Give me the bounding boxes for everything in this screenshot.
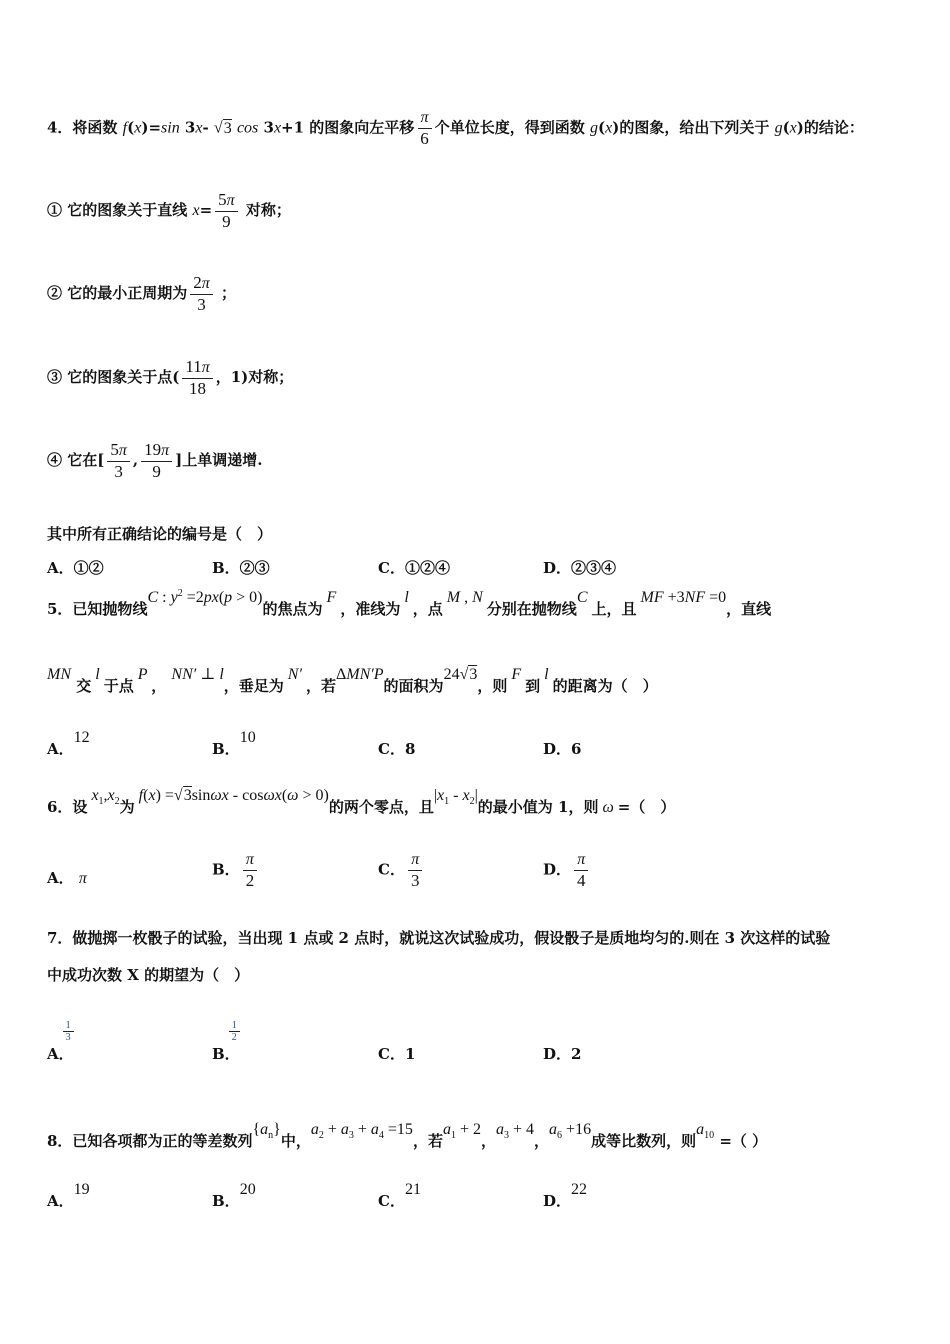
q5-option-b[interactable]: B．10 [212, 729, 256, 758]
q6-option-b[interactable]: B． $\frac{\pi}{2}$ [212, 850, 260, 891]
q4-item-3: ③ 它的图象关于点( $\frac{11\pi}{18}$ ，1)对称； [47, 357, 294, 398]
q7-option-d[interactable]: D．2 [543, 1045, 582, 1063]
q7-option-b[interactable]: B． $\frac{1}{2}$ [212, 1019, 240, 1063]
q4-item-1: ① 它的图象关于直线 x= $\frac{5\pi}{9}$ 对称； [47, 190, 291, 231]
q5-option-c[interactable]: C．8 [378, 740, 416, 758]
q5-option-d[interactable]: D．6 [543, 740, 582, 758]
q8-option-c[interactable]: C．21 [378, 1181, 421, 1210]
q4-item-2: ② 它的最小正周期为 $\frac{2\pi}{3}$ ； [47, 273, 236, 314]
q5-option-a[interactable]: A．12 [47, 729, 90, 758]
q6-option-a[interactable]: A． π [47, 869, 87, 887]
q7-option-c[interactable]: C．1 [378, 1045, 416, 1063]
q8-option-d[interactable]: D．22 [543, 1181, 588, 1210]
q8-option-b[interactable]: B．20 [212, 1181, 256, 1210]
q5-line-1: 5．已知抛物线C : $y^2 =2px(p > 0)$的焦点为 F ，准线为 l ，点 M , N 分别在抛物线C 上，且 MF +3NF =0，直线 [47, 588, 772, 618]
q6-option-c[interactable]: C． $\frac{\pi}{3}$ [378, 850, 425, 891]
q7-line-2: 中成功次数 X 的期望为（ ） [47, 966, 250, 984]
q4-item-4: ④ 它在[ $\frac{5\pi}{3}$ , $\frac{19\pi}{9}$ ]上单调递增. [47, 440, 263, 481]
q4-stem: 4．将函数 f(x)=sin 3x- √3 cos 3x+1 的图象向左平移 $\frac{\pi}{6}$ 个单位长度，得到函数 g(x)的图象，给出下列关于 g(x)的结论： [47, 109, 864, 148]
q4-option-a[interactable]: A．①② [47, 559, 104, 577]
q6-stem: 6．设 $x_1,x_2$为 f(x) =√3sinωx - cosωx(ω > 0)的两个零点，且$|x_1 - x_2|$的最小值为 1，则 ω =（ ） [47, 787, 676, 816]
q8-option-a[interactable]: A．19 [47, 1181, 90, 1210]
q8-stem: 8．已知各项都为正的等差数列$\{a_n\}$中，$a_2 + a_3 + a_4 =15$，若$a_1 + 2$，$a_3 + 4$，$a_6 +16$成等比数列，则$a_{10}$ =（ ） [47, 1121, 768, 1150]
q7-option-a[interactable]: A． $\frac{1}{3}$ [47, 1019, 74, 1063]
q4-question: 其中所有正确结论的编号是（ ） [47, 525, 273, 543]
q4-option-b[interactable]: B．②③ [212, 559, 270, 577]
q4-option-d[interactable]: D．②③④ [543, 559, 617, 577]
q6-option-d[interactable]: D． $\frac{\pi}{4}$ [543, 850, 592, 891]
q4-option-c[interactable]: C．①②④ [378, 559, 450, 577]
q5-line-2: MN 交 l 于点 P ， NN′ ⊥ l，垂足为 N′ ，若ΔMN′P的面积为24√3，则 F 到 l 的距离为（ ） [47, 666, 658, 695]
q7-line-1: 7．做抛掷一枚骰子的试验，当出现 1 点或 2 点时，就说这次试验成功，假设骰子是质地均匀的.则在 3 次这样的试验 [47, 929, 831, 947]
